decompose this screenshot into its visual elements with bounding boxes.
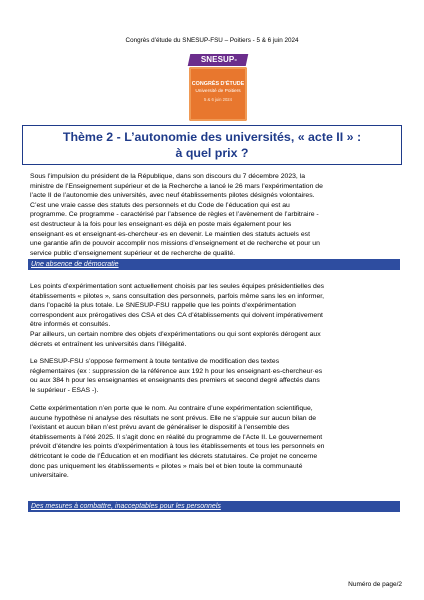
text-line: donc pas uniquement les établissements « pilotes » mais bel et bien toute la communauté [30, 462, 303, 470]
text-line: ou aux 384 h pour les enseignantes et enseignants des premiers et second degré affectés dans [30, 377, 320, 385]
democracy-paragraph-3 [30, 404, 398, 481]
text-line: service public d’enseignement supérieur et de recherche de qualité. [30, 249, 236, 257]
logo-line-3: 5 & 6 juin 2024 [204, 97, 232, 102]
text-line: détricotant le code de l’Éducation et en modifiant les décrets statutaires. Ce projet ne concerne [30, 452, 318, 460]
text-line: l’acte II de l’autonomie des universités, avec neuf établissements pilotes désignés volontaires. [30, 192, 315, 200]
section-heading-text: Une absence de démocratie [31, 261, 119, 268]
text-line: prévoit d’étendre les points d’expérimentation à tous les établissements et tous les personnels en [30, 443, 325, 451]
snesup-congress-logo [175, 52, 253, 122]
text-line: une garantie afin de pouvoir accomplir nos missions d’enseignement et de recherche et pour un [30, 240, 320, 248]
text-line: universitaire. [30, 472, 69, 480]
logo-line-1: CONGRÈS D’ÉTUDE [191, 81, 245, 87]
section-heading-measures [28, 501, 400, 512]
theme-title-line-1: Thème 2 - L’autonomie des universités, « acte II » : [62, 130, 362, 144]
text-line: l’existant et aucun bilan n’est prévu avant de généraliser le dispositif à l’ensemble des [30, 424, 290, 432]
theme-title-box [22, 125, 402, 165]
conference-header: Congrès d’étude du SNESUP-FSU – Poitiers - 5 & 6 juin 2024 [125, 37, 299, 44]
text-line: ministre de l’Enseignement supérieur et de la Recherche a lancé le 26 mars l’expérimentation de [30, 182, 323, 190]
text-line: établissements à l’été 2025. Il s’agit donc en réalité du programme de l’Acte II. Le gouvernement [30, 433, 323, 441]
theme-title-line-2: à quel prix ? [175, 146, 249, 160]
text-line: réglementaires (ex : suppression de la référence aux 192 h pour les enseignant·es-chercheur·es [30, 367, 323, 375]
text-line: dans l’opacité la plus totale. Le SNESUP-FSU rappelle que les points d’expérimentation [30, 302, 296, 310]
section-heading-text: Des mesures à combattre, inacceptables pour les personnels [31, 503, 221, 510]
section-heading-democracy [28, 259, 400, 270]
text-line: Le SNESUP-FSU s’oppose fermement à toute tentative de modification des textes [30, 358, 280, 365]
page-number: Numéro de page/2 [348, 581, 402, 588]
text-line: le supérieur - ESAS -). [30, 386, 99, 394]
logo-tile [189, 67, 247, 121]
text-line: est destructeur à la fois pour les enseignant·es déjà en poste mais également pour les [30, 220, 292, 228]
text-line: Par ailleurs, un certain nombre des objets d’expérimentations ou qui sont explorés dérogent aux [30, 330, 321, 338]
text-line: établissements « pilotes », sans consultation des personnels, parfois même sans les en informer, [30, 292, 325, 300]
text-line: enseignant·es et enseignant·es-chercheur·es en devenir. Le maintien des statuts actuels est [30, 230, 310, 238]
text-line: programme. Ce programme - caractérisé par l’absence de règles et l’avènement de l’arbitraire - [30, 211, 319, 219]
text-line: C’est une vraie casse des statuts des personnels et du Code de l’éducation qui est au [30, 201, 290, 209]
intro-paragraph [30, 172, 398, 258]
text-line: être informés et consultés. [30, 321, 111, 329]
democracy-paragraph-2 [30, 357, 398, 395]
democracy-paragraph-1 [30, 282, 398, 349]
text-line: décrets et entraînent les universités dans l’illégalité. [30, 340, 187, 348]
text-line: Les points d’expérimentation sont actuellement choisis par les seules équipes présidentielles des [30, 283, 325, 290]
text-line: correspondent aux prérogatives des CSA et des CA d’établissements qui doivent impérativement [30, 311, 323, 319]
text-line: Cette expérimentation n’en porte que le nom. Au contraire d’une expérimentation scientifique, [30, 405, 313, 412]
text-line: Sous l’impulsion du président de la République, dans son discours du 7 décembre 2023, la [30, 173, 306, 180]
logo-line-2: Université de Poitiers [195, 89, 241, 94]
text-line: aucune hypothèse ni analyse des résultats ne sont prévus. Elle ne s’appuie sur aucun bilan de [30, 414, 317, 422]
logo-brand: SNESUP- [200, 55, 238, 64]
